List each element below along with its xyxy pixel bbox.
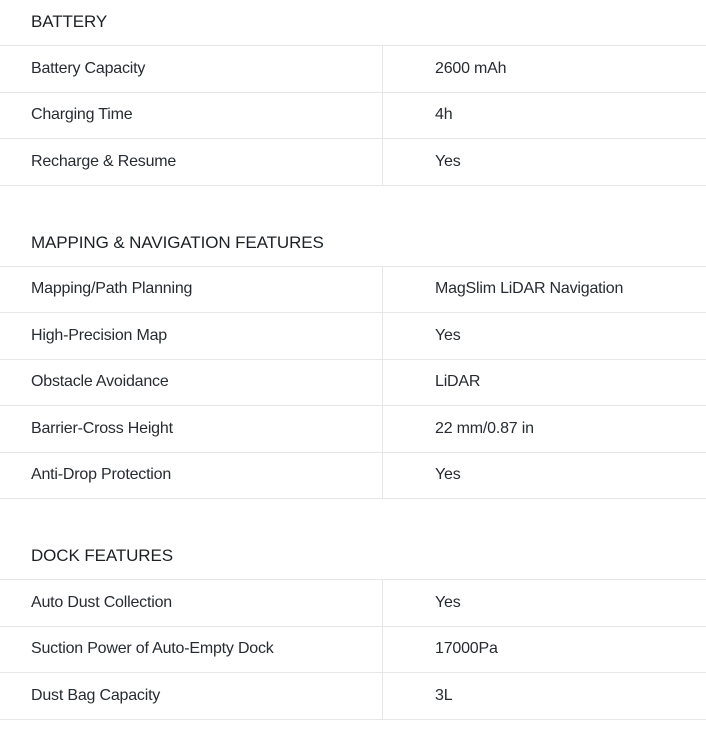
spec-row <box>0 92 706 139</box>
spec-row <box>0 266 706 313</box>
spec-value: MagSlim LiDAR Navigation <box>435 280 624 298</box>
spec-label: Recharge & Resume <box>0 139 383 185</box>
spec-value: 17000Pa <box>435 640 498 658</box>
spec-value: 3L <box>435 686 453 704</box>
spec-row <box>0 138 706 185</box>
spec-label: Suction Power of Auto-Empty Dock <box>0 627 383 673</box>
spec-label: Barrier-Cross Height <box>0 406 383 452</box>
spec-row <box>0 452 706 499</box>
spec-label: Dust Bag Capacity <box>0 673 383 719</box>
spec-label: High-Precision Map <box>0 313 383 359</box>
section-title-mapping-navigation: MAPPING & NAVIGATION FEATURES <box>31 232 324 252</box>
spec-label: Charging Time <box>0 93 383 139</box>
spec-value: Yes <box>435 593 461 611</box>
spec-row <box>0 312 706 359</box>
spec-table-dock-features <box>0 579 706 720</box>
spec-label: Battery Capacity <box>0 46 383 92</box>
spec-label: Auto Dust Collection <box>0 580 383 626</box>
spec-label: Obstacle Avoidance <box>0 360 383 406</box>
spec-value: Yes <box>435 466 461 484</box>
section-header <box>0 499 706 579</box>
spec-row <box>0 579 706 626</box>
section-header <box>0 186 706 266</box>
spec-label: Mapping/Path Planning <box>0 267 383 313</box>
spec-row <box>0 405 706 452</box>
spec-table-battery <box>0 45 706 186</box>
spec-row <box>0 45 706 92</box>
spec-value: Yes <box>435 326 461 344</box>
section-header <box>0 0 706 45</box>
spec-row <box>0 626 706 673</box>
spec-value: 2600 mAh <box>435 59 507 77</box>
spec-value: LiDAR <box>435 373 481 391</box>
spec-value: Yes <box>435 152 461 170</box>
section-title-dock-features: DOCK FEATURES <box>31 546 173 565</box>
spec-value: 22 mm/0.87 in <box>435 419 534 437</box>
section-dock-features <box>0 499 706 720</box>
spec-value: 4h <box>435 106 453 124</box>
spec-label: Anti-Drop Protection <box>0 453 383 499</box>
spec-row <box>0 672 706 719</box>
spec-table-mapping-navigation <box>0 266 706 500</box>
spec-row <box>0 359 706 406</box>
section-title-battery: BATTERY <box>31 12 108 31</box>
section-mapping-navigation <box>0 186 706 500</box>
section-battery <box>0 0 706 186</box>
